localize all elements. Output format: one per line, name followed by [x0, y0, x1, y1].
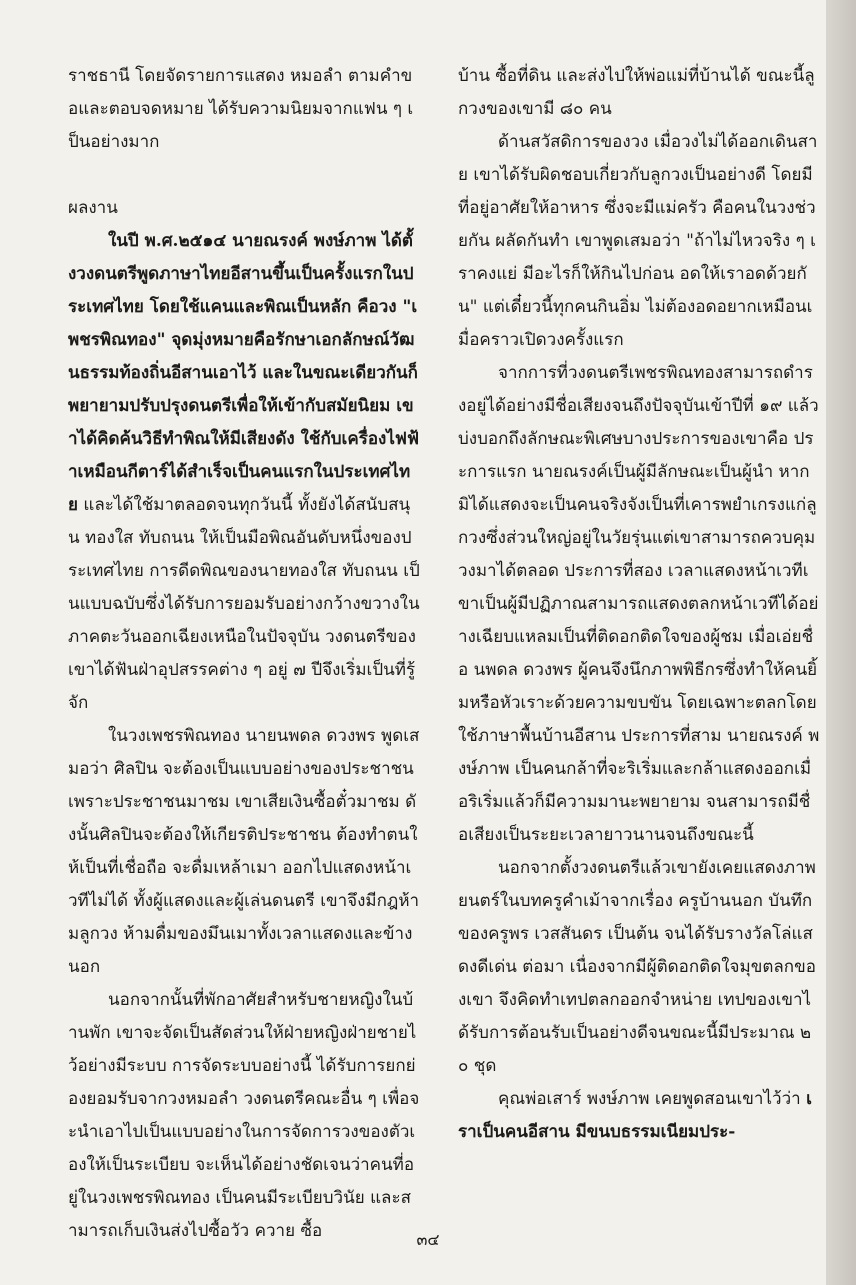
right-paragraph-5-lead: คุณพ่อเสาร์ พงษ์ภาพ เคยพูดสอนเขาไว้ว่า [498, 1089, 807, 1109]
left-paragraph-3: ในวงเพชรพิณทอง นายนพดล ดวงพร พูดเสมอว่า ศิลปิน จะต้องเป็นแบบอย่างของประชาชน เพราะประชาชนมาชม เขาเสียเงินซื้อตั๋วมาชม ดังนั้นศิลปินจะต้องให้เกียรติประชาชน ต้องทำตนให้เป็นที่เชื่อถือ จะดื่มเหล้าเมา ออกไปแสดงหน้าเวทีไม่ได้ ทั้งผู้แสดงและผู้เล่นดนตรี เขาจึงมีกฎห้ามลูกวง ห้ามดื่มของมึนเมาทั้งเวลาแสดงและข้างนอก [68, 726, 420, 977]
right-paragraph-2: ด้านสวัสดิการของวง เมื่อวงไม่ได้ออกเดินสาย เขาได้รับผิดชอบเกี่ยวกับลูกวงเป็นอย่างดี โดยมีที่อยู่อาศัยให้อาหาร ซึ่งจะมีแม่ครัว คือคนในวงช่วยกัน ผลัดกันทำ เขาพูดเสมอว่า "ถ้าไม่ไหวจริง ๆ เราคงแย่ มีอะไรก็ให้กินไปก่อน อดให้เราอดด้วยกัน" แต่เดี๋ยวนี้ทุกคนกินอิ่ม ไม่ต้องอดอยากเหมือนเมื่อคราวเปิดวงครั้งแรก [458, 132, 818, 350]
left-paragraph-2-bold: ในปี พ.ศ.๒๕๑๔ นายณรงค์ พงษ์ภาพ ได้ตั้งวงดนตรีพูดภาษาไทยอีสานขึ้นเป็นครั้งแรกในประเทศไทย โดยใช้แคนและพิณเป็นหลัก คือวง "เพชรพิณทอง" จุดมุ่งหมายคือรักษาเอกลักษณ์วัฒนธรรมท้องถิ่นอีสานเอาไว้ และในขณะเดียวกันก็พยายามปรับปรุงดนตรีเพื่อให้เข้ากับสมัยนิยม เขาได้คิดค้นวิธีทำพิณให้มีเสียงดัง ใช้กับเครื่องไฟฟ้าเหมือนกีตาร์ได้สำเร็จเป็นคนแรกในประเทศไทย [68, 231, 419, 515]
left-column [68, 60, 420, 1248]
section-heading: ผลงาน [68, 198, 118, 218]
right-paragraph-3: จากการที่วงดนตรีเพชรพิณทองสามารถดำรงอยู่ได้อย่างมีชื่อเสียงจนถึงปัจจุบันเข้าปีที่ ๑๙ แล้ว บ่งบอกถึงลักษณะพิเศษบางประการของเขาคือ ประการแรก นายณรงค์เป็นผู้มีลักษณะเป็นผู้นำ หากมิได้แสดงจะเป็นคนจริงจังเป็นที่เคารพยำเกรงแก่ลูกวงซึ่งส่วนใหญ่อยู่ในวัยรุ่นแต่เขาสามารถควบคุมวงมาได้ตลอด ประการที่สอง เวลาแสดงหน้าเวทีเขาเป็นผู้มีปฏิภาณสามารถแสดงตลกหน้าเวทีได้อย่างเฉียบแหลมเป็นที่ติดอกติดใจของผู้ชม เมื่อเอ่ยชื่อ นพดล ดวงพร ผู้คนจึงนึกภาพพิธีกรซึ่งทำให้คนยิ้มหรือหัวเราะด้วยความขบขัน โดยเฉพาะตลกโดยใช้ภาษาพื้นบ้านอีสาน ประการที่สาม นายณรงค์ พงษ์ภาพ เป็นคนกล้าที่จะริเริ่มและกล้าแสดงออกเมื่อริเริ่มแล้วก็มีความมานะพยายาม จนสามารถมีชื่อเสียงเป็นระยะเวลายาวนานจนถึงขณะนี้ [458, 363, 820, 845]
right-paragraph-5-bold: เราเป็นคนอีสาน มีขนบธรรมเนียมประ- [458, 1089, 812, 1142]
left-paragraph-2 [68, 225, 420, 720]
page-number: ๓๔ [416, 1230, 440, 1249]
left-paragraph-4: นอกจากนั้นที่พักอาศัยสำหรับชายหญิงในบ้านพัก เขาจะจัดเป็นสัดส่วนให้ฝ่ายหญิงฝ่ายชายไว้อย่างมีระบบ การจัดระบบอย่างนี้ ได้รับการยกย่องยอมรับจากวงหมอลำ วงดนตรีคณะอื่น ๆ เพื่อจะนำเอาไปเป็นแบบอย่างในการจัดการวงของตัวเองให้เป็นระเบียบ จะเห็นได้อย่างชัดเจนว่าคนที่อยู่ในวงเพชรพิณทอง เป็นคนมีระเบียบวินัย และสามารถเก็บเงินส่งไปซื้อวัว ควาย ซื้อ [68, 990, 420, 1241]
right-paragraph-1: บ้าน ซื้อที่ดิน และส่งไปให้พ่อแม่ที่บ้านได้ ขณะนี้ลูกวงของเขามี ๘๐ คน [458, 66, 815, 119]
right-column [458, 60, 820, 1149]
left-paragraph-2-rest: และได้ใช้มาตลอดจนทุกวันนี้ ทั้งยังได้สนับสนุน ทองใส ทับถนน ให้เป็นมือพิณอันดับหนึ่งของประเทศไทย การดีดพิณของนายทองใส ทับถนน เป็นแบบฉบับซึ่งได้รับการยอมรับอย่างกว้างขวางในภาคตะวันออกเฉียงเหนือในปัจจุบัน วงดนตรีของเขาได้ฟันฝ่าอุปสรรคต่าง ๆ อยู่ ๗ ปีจึงเริ่มเป็นที่รู้จัก [68, 495, 420, 713]
left-paragraph-1: ราชธานี โดยจัดรายการแสดง หมอลำ ตามคำขอและตอบจดหมาย ได้รับความนิยมจากแฟน ๆ เป็นอย่างมาก [68, 66, 414, 152]
page-edge-shadow [826, 0, 856, 1285]
right-paragraph-4: นอกจากตั้งวงดนตรีแล้วเขายังเคยแสดงภาพยนตร์ในบทครูคำเม้าจากเรื่อง ครูบ้านนอก บันทึกของครูพร เวสสันดร เป็นต้น จนได้รับรางวัลโล่แสดงดีเด่น ต่อมา เนื่องจากมีผู้ติดอกติดใจมุขตลกของเขา จึงคิดทำเทปตลกออกจำหน่าย เทปของเขาได้รับการต้อนรับเป็นอย่างดีจนขณะนี้มีประมาณ ๒๐ ชุด [458, 858, 816, 1076]
right-paragraph-5 [458, 1083, 820, 1149]
